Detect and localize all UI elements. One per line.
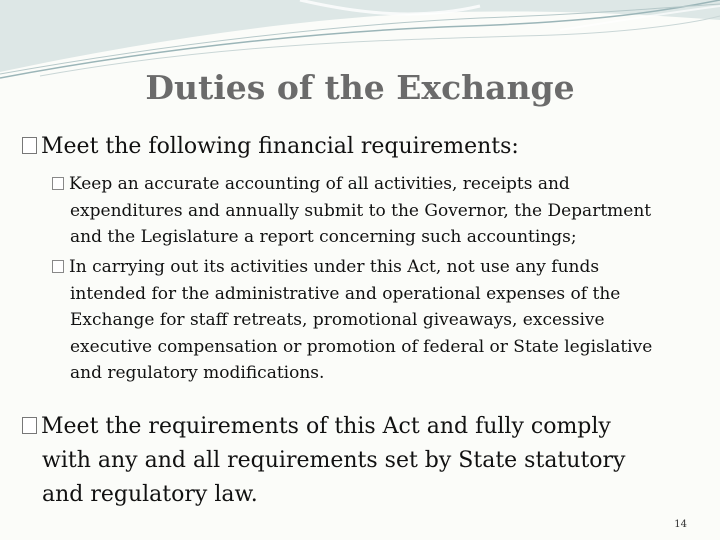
sub-bullet-line: [52, 254, 706, 281]
bullet-financial-requirements: [22, 130, 682, 164]
sub-bullet-line: intended for the administrative and operational expenses of the: [70, 283, 621, 304]
bullet-box-icon: [52, 260, 64, 273]
bullet-line: with any and all requirements set by State statutory: [42, 448, 626, 473]
bullet-act-requirements: [22, 410, 682, 512]
bullet-text: Meet the requirements of this Act and fully comply: [41, 414, 611, 439]
sub-bullet-line: executive compensation or promotion of federal or State legislative: [70, 336, 653, 357]
sub-bullet-line: [52, 171, 706, 198]
bullet-line: and regulatory law.: [42, 482, 258, 507]
sub-bullet-funds-use: [52, 254, 706, 387]
sub-bullet-accounting: [52, 171, 706, 251]
sub-bullet-text: Keep an accurate accounting of all activities, receipts and: [69, 174, 570, 194]
page-number: 14: [674, 519, 687, 530]
bullet-box-icon: [52, 177, 64, 190]
bullet-line: [22, 414, 611, 439]
sub-bullet-line: and the Legislature a report concerning such accountings;: [70, 227, 577, 247]
bullet-box-icon: [22, 417, 37, 434]
sub-bullet-line: and regulatory modifications.: [70, 363, 325, 383]
bullet-box-icon: [22, 137, 37, 154]
bullet-text: Meet the following financial requirements:: [41, 134, 519, 159]
slide-title: Duties of the Exchange: [145, 68, 575, 107]
sub-bullet-line: expenditures and annually submit to the Governor, the Department: [70, 200, 652, 221]
sub-bullet-line: Exchange for staff retreats, promotional giveaways, excessive: [70, 310, 605, 330]
sub-bullet-text: In carrying out its activities under this Act, not use any funds: [69, 257, 600, 277]
